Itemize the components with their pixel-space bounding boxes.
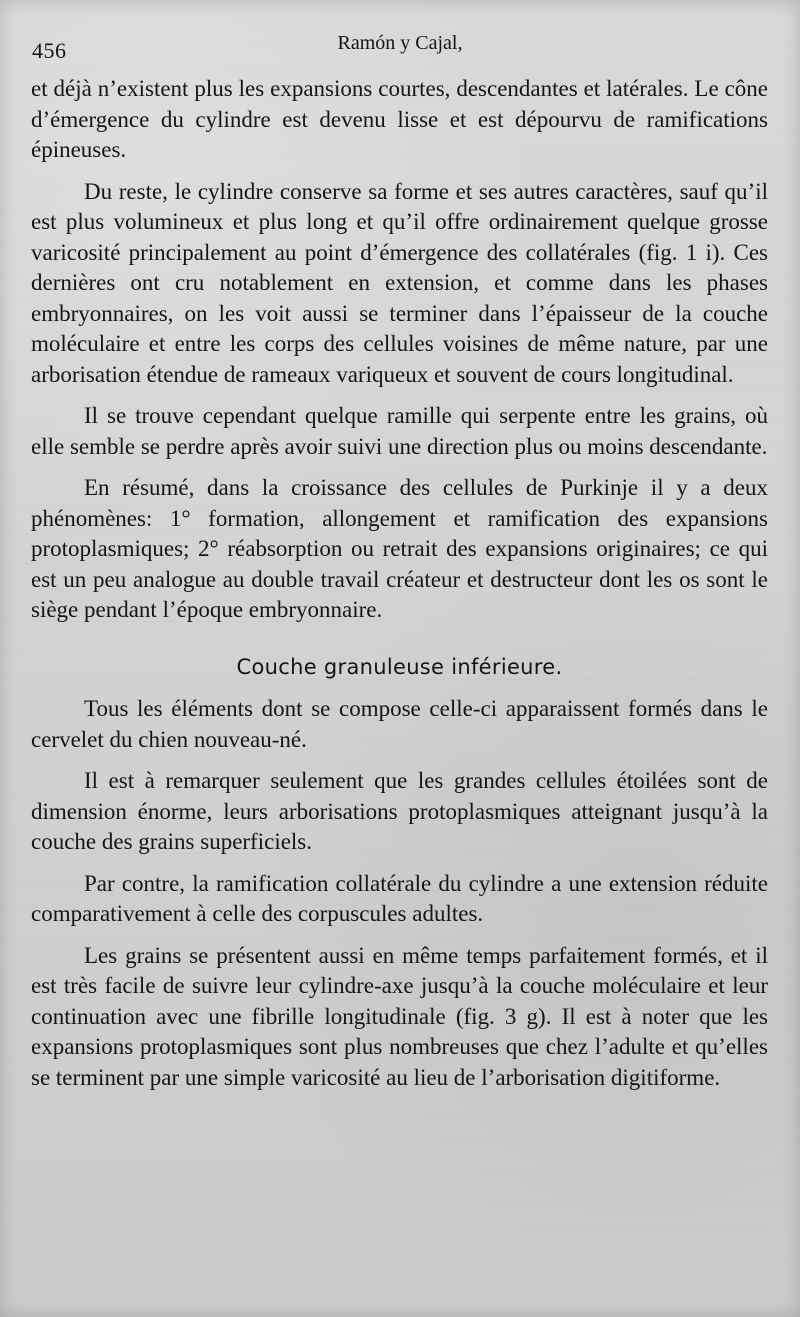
- paragraph-collateral-ramification: Par contre, la ramification collatérale du cylindre a une extension réduite comparativement à celle des corpuscules adultes.: [31, 870, 768, 926]
- paragraph-spacer: [31, 858, 768, 869]
- paragraph-spacer: [31, 166, 768, 177]
- paragraph-spacer: [31, 390, 768, 401]
- running-head: Ramón y Cajal,: [337, 32, 463, 54]
- paragraph-continuation: et déjà n’existent plus les expansions courtes, descendantes et latérales. Le cône d’émergence du cylindre est devenu lisse et est dépourvu de ramifications épineuses.: [31, 76, 768, 162]
- paragraph-cylinder-description: Du reste, le cylindre conserve sa forme et ses autres caractères, sauf qu’il est plus volumineux et plus long et qu’il offre ordinairement quelque grosse varicosité principalement au point d’émergence des collatérales (fig. 1 i). Ces dernières ont cru notablement en extension, et comme dans les phases embryonnaires, on les voit aussi se terminer dans l’épaisseur de la couche moléculaire et entre les corps des cellules voisines de même nature, par une arborisation étendue de rameaux variqueux et souvent de cours longitudinal.: [31, 178, 768, 387]
- paragraph-ramille: Il se trouve cependant quelque ramille qui serpente entre les grains, où elle semble se perdre après avoir suivi une direction plus ou moins descendante.: [31, 403, 768, 459]
- section-heading: Couche granuleuse inférieure.: [236, 654, 563, 679]
- paragraph-star-cells: Il est à remarquer seulement que les grandes cellules étoilées sont de dimension énorme, leurs arborisations protoplasmiques atteignant jusqu’à la couche des grains superficiels.: [31, 768, 768, 854]
- paragraph-elements-formed: Tous les éléments dont se compose celle-ci apparaissent formés dans le cervelet du chien nouveau-né.: [31, 696, 768, 752]
- page-number: 456: [32, 38, 67, 63]
- paragraph-spacer: [31, 930, 768, 941]
- paragraph-grains: Les grains se présentent aussi en même temps parfaitement formés, et il est très facile de suivre leur cylindre-axe jusqu’à la couche moléculaire et leur continuation avec une fibrille longitudinale (fig. 3 g). Il est à noter que les expansions protoplasmiques sont plus nombreuses que chez l’adulte et qu’elles se terminent par une simple varicosité au lieu de l’arborisation digitiforme.: [31, 942, 768, 1090]
- paragraph-spacer: [31, 755, 768, 766]
- paragraph-summary: En résumé, dans la croissance des cellules de Purkinje il y a deux phénomènes: 1° formation, allongement et ramification des expansions protoplasmiques; 2° réabsorption ou retrait des expansions originaires; ce qui est un peu analogue au double travail créateur et destructeur dont les os sont le siège pendant l’époque embryonnaire.: [31, 475, 768, 622]
- page-content: [31, 74, 768, 1093]
- paragraph-spacer: [31, 462, 768, 473]
